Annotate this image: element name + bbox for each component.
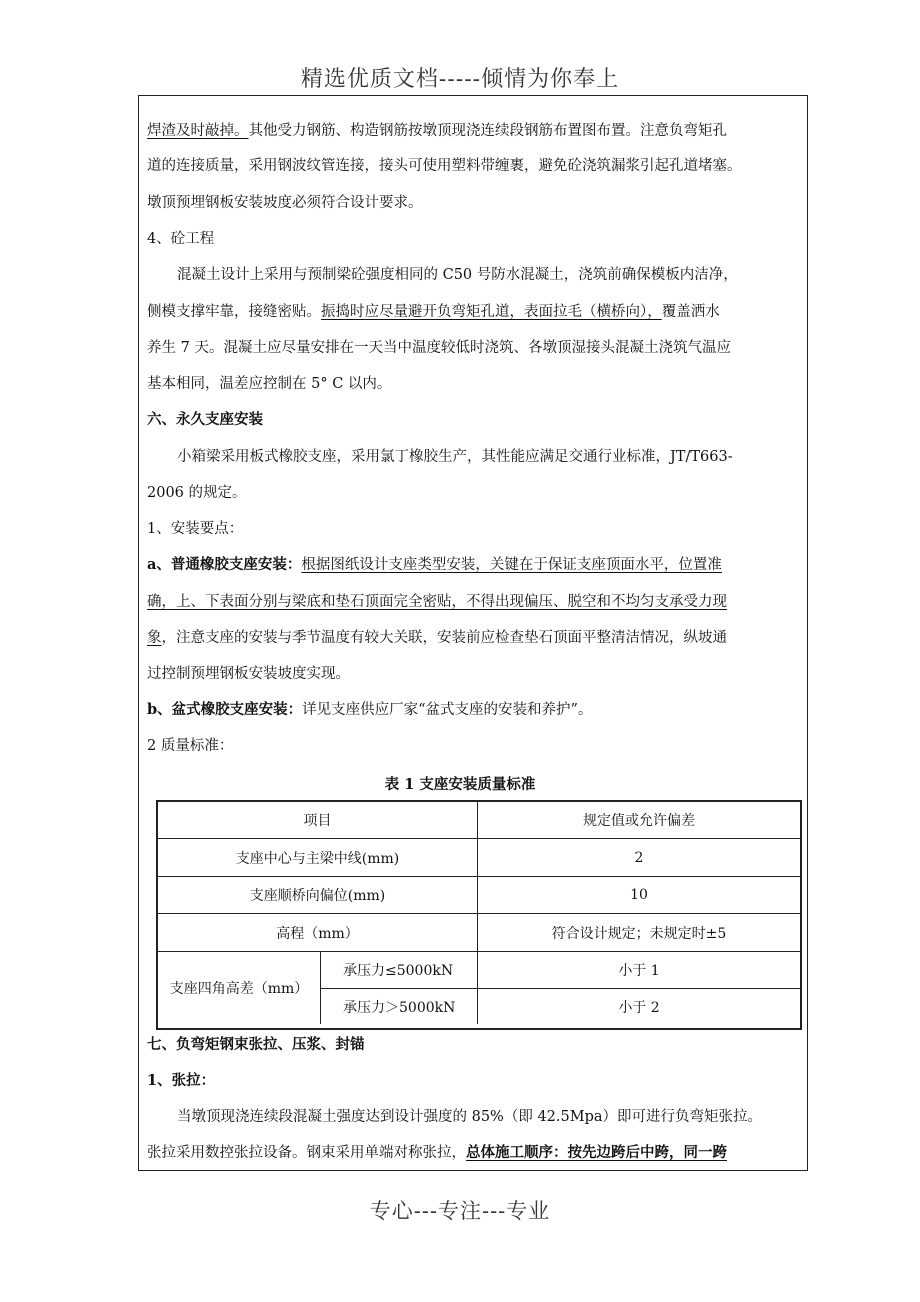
paragraph-line bbox=[147, 700, 592, 720]
paragraph-line bbox=[147, 1143, 727, 1163]
text: 详见支座供应厂家“盆式支座的安装和养护”。 bbox=[302, 702, 593, 718]
underlined-text: 焊渣及时敲掉。 bbox=[147, 123, 249, 139]
section-title: 4、砼工程 bbox=[147, 231, 215, 247]
subsection-title: 2 质量标准： bbox=[147, 738, 234, 754]
paragraph-line bbox=[147, 121, 727, 141]
text: 覆盖洒水 bbox=[661, 304, 720, 320]
paragraph-line bbox=[147, 555, 722, 575]
paragraph-line: 混凝土设计上采用与预制梁砼强度相同的 C50 号防水混凝土，浇筑前确保模板内洁净， bbox=[177, 267, 738, 283]
subsection-title: 1、安装要点： bbox=[147, 521, 244, 537]
underlined-text: 确，上、下表面分别与梁底和垫石顶面完全密贴，不得出现偏压、脱空和不均匀支承受力现 bbox=[147, 594, 727, 610]
paragraph-line: 当墩顶现浇连续段混凝土强度达到设计强度的 85%（即 42.5Mpa）即可进行负弯矩张拉。 bbox=[177, 1109, 763, 1125]
table-cell-item: 支座顺桥向偏位(mm) bbox=[158, 877, 478, 914]
paragraph-line: 墩顶预埋钢板安装坡度必须符合设计要求。 bbox=[147, 195, 423, 211]
paragraph-line: 过控制预埋钢板安装坡度实现。 bbox=[147, 666, 350, 682]
text: ，注意支座的安装与季节温度有较大关联，安装前应检查垫石顶面平整清洁情况，纵坡通 bbox=[161, 630, 727, 646]
paragraph-line: 道的连接质量，采用钢波纹管连接，接头可使用塑料带缠裹，避免砼浇筑漏浆引起孔道堵塞。 bbox=[147, 158, 742, 174]
table-cell-value: 小于 1 bbox=[478, 952, 800, 989]
paragraph-line bbox=[147, 628, 727, 648]
table-group-label: 支座四角高差（mm） bbox=[158, 952, 321, 1024]
paragraph-line: 养生 7 天。混凝土应尽量安排在一天当中温度较低时浇筑、各墩顶湿接头混凝土浇筑气温应 bbox=[147, 340, 731, 356]
spec-table bbox=[156, 800, 802, 1030]
table-cell-item: 承压力＞5000kN bbox=[321, 989, 478, 1024]
paragraph-line: 2006 的规定。 bbox=[147, 485, 247, 501]
table-cell-item: 承压力≤5000kN bbox=[321, 952, 478, 989]
section-title: 七、负弯矩钢束张拉、压浆、封锚 bbox=[147, 1036, 365, 1053]
text: 侧模支撑牢靠，接缝密贴。 bbox=[147, 304, 321, 320]
table-cell-value: 2 bbox=[478, 839, 800, 877]
table-header-value: 规定值或允许偏差 bbox=[478, 802, 800, 839]
table-cell-item: 支座中心与主梁中线(mm) bbox=[158, 839, 478, 877]
table-cell-item: 高程（mm） bbox=[158, 914, 478, 952]
paragraph-line bbox=[147, 592, 727, 612]
table-cell-value: 10 bbox=[478, 877, 800, 914]
table-header-item: 项目 bbox=[158, 802, 478, 839]
table-cell-value: 小于 2 bbox=[618, 999, 660, 1016]
underlined-text: 振捣时应尽量避开负弯矩孔道，表面拉毛（横桥向）， bbox=[321, 304, 662, 320]
subsection-title: 1、张拉： bbox=[147, 1072, 216, 1089]
underlined-text: 象 bbox=[147, 630, 162, 646]
paragraph-line bbox=[147, 302, 720, 322]
bold-label: a、普通橡胶支座安装： bbox=[147, 556, 302, 573]
underlined-text: 根据图纸设计支座类型安装，关键在于保证支座顶面水平，位置准 bbox=[301, 557, 722, 573]
table-caption: 表 1 支座安装质量标准 bbox=[384, 776, 536, 793]
bold-underlined-text: 总体施工顺序：按先边跨后中跨，同一跨 bbox=[466, 1144, 727, 1161]
table-cell-value: 符合设计规定；未规定时±5 bbox=[478, 914, 800, 952]
paragraph-line: 基本相同，温差应控制在 5° C 以内。 bbox=[147, 376, 392, 392]
text: 其他受力钢筋、构造钢筋按墩顶现浇连续段钢筋布置图布置。注意负弯矩孔 bbox=[248, 123, 727, 139]
page-footer: 专心---专注---专业 bbox=[369, 1199, 551, 1223]
page-header: 精选优质文档-----倾情为你奉上 bbox=[300, 67, 620, 92]
section-title: 六、永久支座安装 bbox=[147, 411, 263, 428]
paragraph-line: 小箱梁采用板式橡胶支座，采用氯丁橡胶生产，其性能应满足交通行业标准，JT/T663- bbox=[177, 449, 733, 465]
text: 张拉采用数控张拉设备。钢束采用单端对称张拉， bbox=[147, 1145, 466, 1161]
bold-label: b、盆式橡胶支座安装： bbox=[147, 701, 303, 718]
